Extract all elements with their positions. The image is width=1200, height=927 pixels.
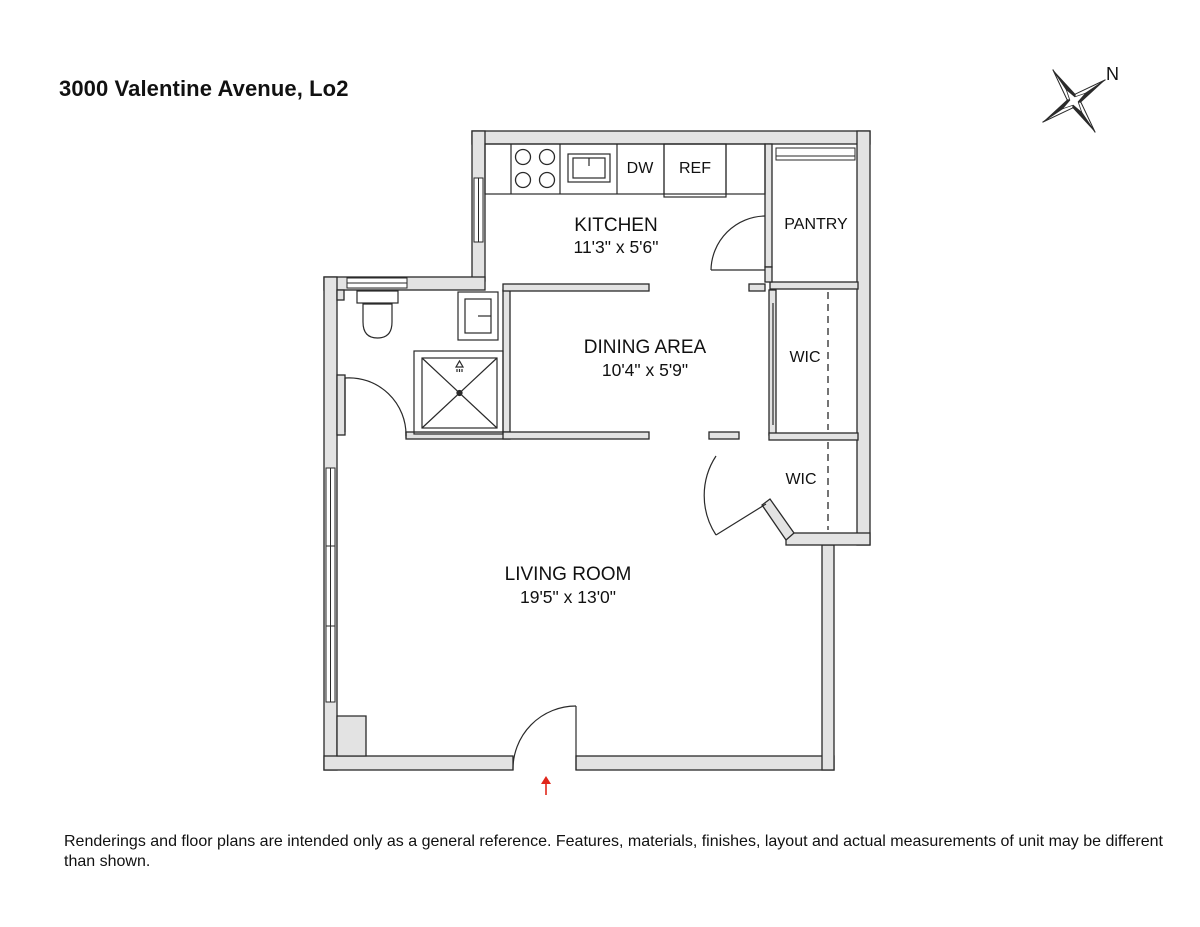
kitchen-name: KITCHEN xyxy=(574,215,658,236)
refrigerator-label: REF xyxy=(679,160,711,177)
disclaimer-text: Renderings and floor plans are intended only as a general reference. Features, materials, finishes, layout and actual measurements of unit may be different than shown. xyxy=(64,833,1163,870)
wic-lower-name: WIC xyxy=(785,471,817,488)
dining-name: DINING AREA xyxy=(583,337,707,358)
toilet-icon xyxy=(357,291,398,338)
plan-title: 3000 Valentine Avenue, Lo2 xyxy=(59,76,349,101)
pantry-name: PANTRY xyxy=(784,216,848,233)
dishwasher-label: DW xyxy=(626,160,654,177)
living-room-dims: 19'5" x 13'0" xyxy=(520,587,616,607)
entry-arrow-icon xyxy=(541,776,551,795)
doors xyxy=(345,216,773,770)
living-room-name: LIVING ROOM xyxy=(504,564,632,585)
stove-icon xyxy=(516,150,555,188)
kitchen-counter xyxy=(485,144,765,197)
wic-upper-name: WIC xyxy=(789,349,821,366)
shower-icon xyxy=(414,351,503,434)
dining-dims: 10'4" x 5'9" xyxy=(601,360,689,380)
kitchen-dims: 11'3" x 5'6" xyxy=(573,237,659,257)
bathroom-sink-icon xyxy=(458,292,498,340)
kitchen-sink-icon xyxy=(568,154,610,182)
compass-north-label: N xyxy=(1106,64,1119,84)
